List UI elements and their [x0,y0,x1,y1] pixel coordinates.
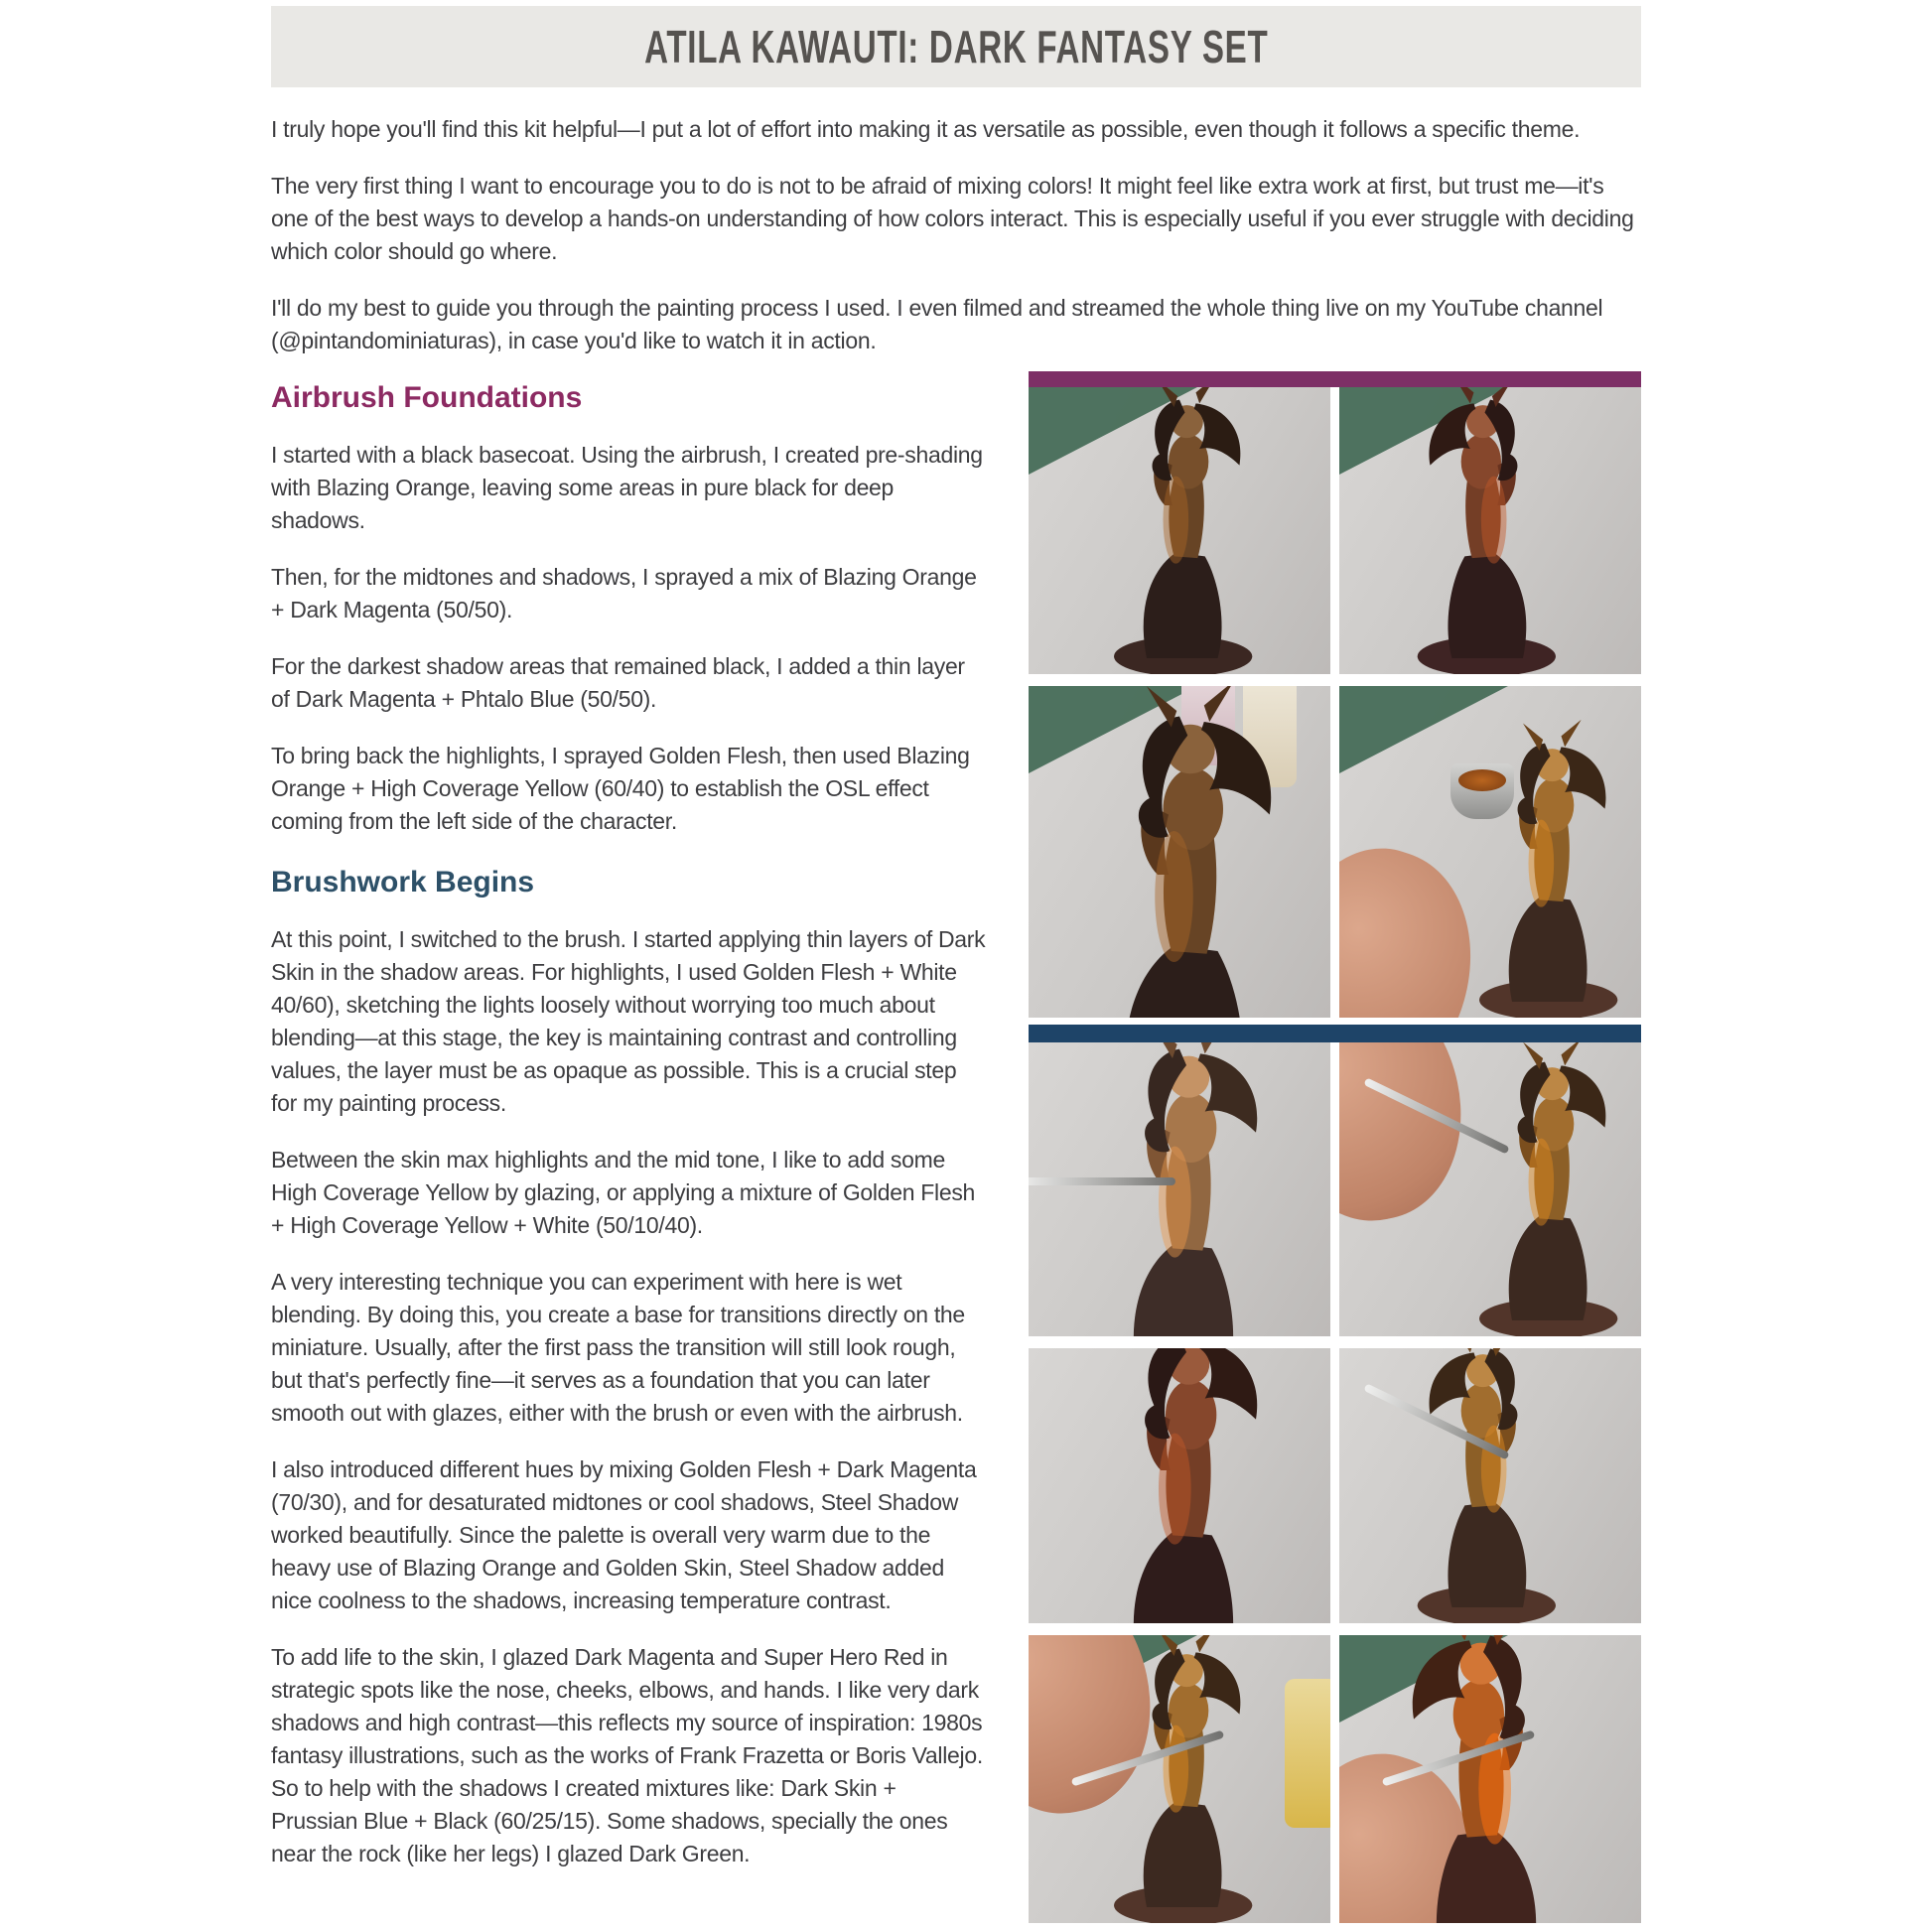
miniature-figure-illustration [1070,1635,1289,1923]
photo-pair [1029,1348,1641,1623]
hand-brushing-miniature-photo [1339,1042,1641,1336]
miniature-figure-illustration [1436,1042,1641,1336]
section-heading-airbrush-foundations: Airbrush Foundations [271,381,583,414]
miniature-back-detail-brush-photo [1339,1348,1641,1623]
miniature-highlight-closeup-photo [1029,1042,1330,1336]
intro-paragraph: I truly hope you'll find this kit helpful—I put a lot of effort into making it as versatile as possible, even though it follows a specific theme. [271,116,1581,142]
orange-glaze-back-photo [1339,1635,1641,1923]
intro-paragraph: The very first thing I want to encourage you to do is not to be afraid of mixing colors! It might feel like extra work at first, but trust me—it's one of the best ways to develop a hands-on understanding of how colors interact. This is especially useful if you ever struggle with deciding which color should go where. [271,173,1634,264]
body-paragraph: To bring back the highlights, I sprayed Golden Flesh, then used Blazing Orange + High Coverage Yellow (60/40) to establish the OSL effect coming from the left side of the character. [271,743,970,834]
accent-bar-purple [1029,371,1641,387]
body-paragraph: Then, for the midtones and shadows, I sprayed a mix of Blazing Orange + Dark Magenta (50/50). [271,564,977,622]
text-column [271,381,986,1932]
miniature-figure-illustration [1040,1348,1318,1623]
miniature-figure-illustration [1381,387,1599,674]
body-paragraph: A very interesting technique you can experiment with here is wet blending. By doing this, you create a base for transitions directly on the miniature. Usually, after the first pass the transition will still look rough, but that's perfectly fine—it serves as a foundation that you can later smooth out with glazes, either with the brush or even with the airbrush. [271,1269,965,1426]
intro-section [271,113,1641,357]
miniature-front-orange-preshade-photo [1029,387,1330,674]
body-paragraph: At this point, I switched to the brush. I started applying thin layers of Dark Skin in the shadow areas. For highlights, I used Golden Flesh + White 40/60), sketching the lights loosely without worrying too much about blending—at this stage, the key is maintaining contrast and controlling values, the layer must be as opaque as possible. This is a crucial step for my painting process. [271,926,986,1116]
miniature-figure-illustration [1070,387,1289,674]
miniature-front-magenta-shade-photo [1339,387,1641,674]
intro-paragraph: I'll do my best to guide you through the painting process I used. I even filmed and streamed the whole thing live on my YouTube channel (@pintandominiaturas), in case you'd like to watch it in action. [271,295,1603,353]
photo-column [1029,371,1641,1932]
photo-pair [1029,1042,1641,1336]
paintbrush-shape [1029,1177,1175,1185]
body-paragraph: I also introduced different hues by mixing Golden Flesh + Dark Magenta (70/30), and for desaturated midtones or cool shadows, Steel Shadow worked beautifully. Since the palette is overall very warm due to the heavy use of Blazing Orange and Golden Skin, Steel Shadow added nice coolness to the shadows, increasing temperature contrast. [271,1456,977,1613]
photo-block [1029,1348,1641,1623]
photo-block [1029,1025,1641,1336]
miniature-figure-illustration [1040,1042,1318,1336]
photo-block [1029,1635,1641,1923]
miniature-dark-hair-front-photo [1029,1348,1330,1623]
photo-block [1029,371,1641,674]
photo-block [1029,686,1641,1018]
airbrush-cup-paint-mix-photo [1339,686,1641,1018]
page-title: ATILA KAWAUTI: DARK FANTASY SET [643,21,1269,72]
yellow-paint-bottle-shape [1285,1679,1330,1828]
miniature-bust-closeup-photo [1029,686,1330,1018]
miniature-figure-illustration [1029,686,1330,1018]
two-column-area [271,381,1641,1932]
body-paragraph: To add life to the skin, I glazed Dark Magenta and Super Hero Red in strategic spots like the nose, cheeks, elbows, and hands. I like very dark shadows and high contrast—this reflects my source of inspiration: 1980s fantasy illustrations, such as the works of Frank Frazetta or Boris Vallejo. So to help with the shadows I created mixtures like: Dark Skin + Prussian Blue + Black (60/25/15). Some shadows, specially the ones near the rock (like her legs) I glazed Dark Green. [271,1644,983,1866]
brush-glazing-hip-photo [1029,1635,1330,1923]
header-bar [271,6,1641,87]
miniature-figure-illustration [1381,1348,1599,1623]
airbrush-cup-shape [1450,763,1514,819]
section-heading-brushwork-begins: Brushwork Begins [271,866,535,898]
page-content [271,6,1641,1932]
photo-pair [1029,1635,1641,1923]
body-paragraph: Between the skin max highlights and the mid tone, I like to add some High Coverage Yellow by glazing, or applying a mixture of Golden Flesh + High Coverage Yellow + White (50/10/40). [271,1147,976,1238]
photo-pair [1029,686,1641,1018]
accent-bar-navy [1029,1025,1641,1042]
body-paragraph: I started with a black basecoat. Using the airbrush, I created pre-shading with Blazing Orange, leaving some areas in pure black for deep shadows. [271,442,983,533]
body-paragraph: For the darkest shadow areas that remained black, I added a thin layer of Dark Magenta + Phtalo Blue (50/50). [271,653,965,712]
photo-pair [1029,387,1641,674]
